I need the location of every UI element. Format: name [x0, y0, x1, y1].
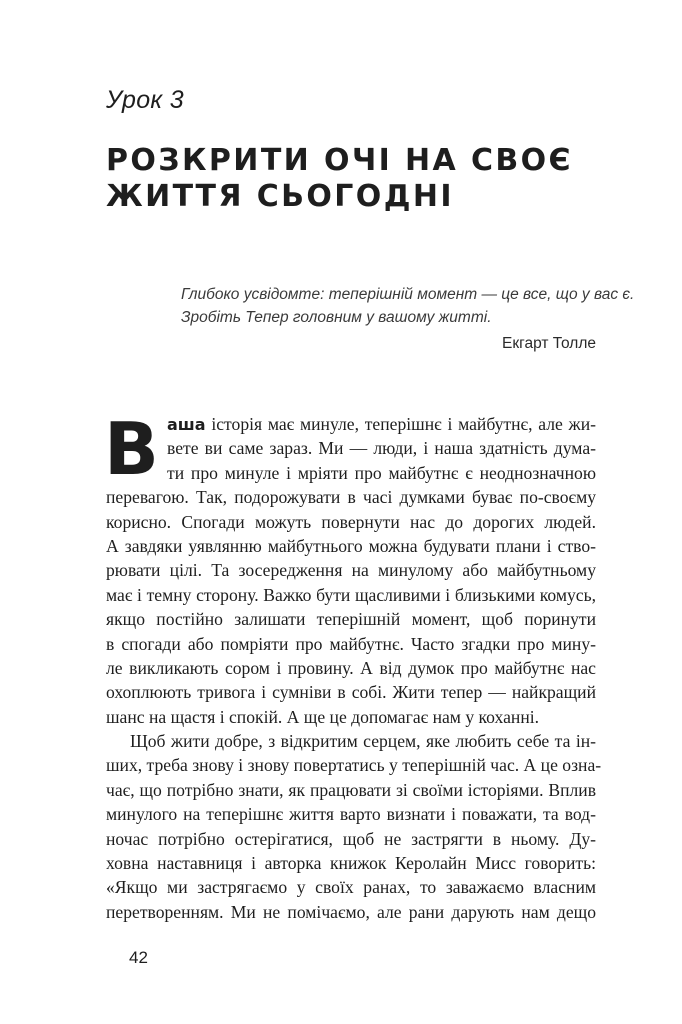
epigraph-line-1: Глибоко усвідомте: теперішній момент — це все, що у вас є. — [181, 286, 635, 303]
body-line: має і темну сторону. Важко бути щасливими і близькими комусь, — [106, 584, 596, 605]
chapter-title — [106, 143, 586, 215]
body-line: охоплюють тривога і сумніви в собі. Жити тепер — найкращий — [106, 682, 596, 703]
epigraph-line-2: Зробіть Тепер головним у вашому житті. — [181, 309, 492, 326]
body-line: в спогади або помріяти про майбутнє. Часто згадки про мину- — [106, 633, 596, 654]
lead-word: аша — [167, 415, 206, 434]
body-line: перевагою. Так, подорожувати в часі думками буває по-своєму — [106, 487, 596, 508]
epigraph — [181, 283, 635, 355]
first-line-rest: історія має минуле, теперішнє і майбутнє, але жи- — [205, 414, 596, 434]
body-line: ти про минуле і мріяти про майбутнє є неоднозначною — [167, 462, 596, 483]
epigraph-author: Екгарт Толле — [502, 335, 596, 352]
body-text — [104, 407, 602, 924]
body-line: чає, що потрібно знати, як працювати зі своїми історіями. Вплив — [106, 779, 596, 800]
body-line: ле викликають сором і провину. А від думок про майбутнє нас — [106, 657, 596, 678]
body-line: А завдяки уявлянню майбутнього можна будувати плани і ство- — [106, 535, 596, 556]
body-line: якщо постійно залишати теперішній момент, щоб поринути — [106, 609, 596, 630]
chapter-title-line-2: ЖИТТЯ СЬОГОДНІ — [106, 179, 454, 214]
body-line: ночас потрібно остерігатися, щоб не застрягти в ньому. Ду- — [106, 828, 596, 849]
drop-cap: В — [104, 407, 159, 491]
body-line: перетворенням. Ми не помічаємо, але рани дарують нам дещо — [106, 901, 596, 922]
body-line: корисно. Спогади можуть повернути нас до дорогих людей. — [106, 511, 596, 532]
body-line: вете ви саме зараз. Ми — люди, і наша здатність дума- — [167, 438, 596, 459]
body-line: ших, треба знову і знову повертатись у теперішній час. А це озна- — [106, 755, 602, 776]
body-line — [106, 412, 596, 436]
lesson-label: Урок 3 — [106, 86, 184, 114]
chapter-title-line-1: РОЗКРИТИ ОЧІ НА СВОЄ — [106, 143, 573, 178]
body-line: ховна наставниця і авторка книжок Керолайн Мисс говорить: — [106, 853, 596, 874]
body-line: шанс на щастя і спокій. А ще це допомагає нам у коханні. — [106, 706, 540, 727]
body-line: рювати цілі. Та зосередження на минулому або майбутньому — [106, 560, 596, 581]
body-line: «Якщо ми застрягаємо у своїх ранах, то заважаємо власним — [106, 877, 596, 898]
page-number: 42 — [129, 948, 148, 967]
body-line: Щоб жити добре, з відкритим серцем, яке любить себе та ін- — [130, 731, 596, 752]
body-line: минулого на теперішнє життя варто визнати і поважати, та вод- — [106, 804, 596, 825]
